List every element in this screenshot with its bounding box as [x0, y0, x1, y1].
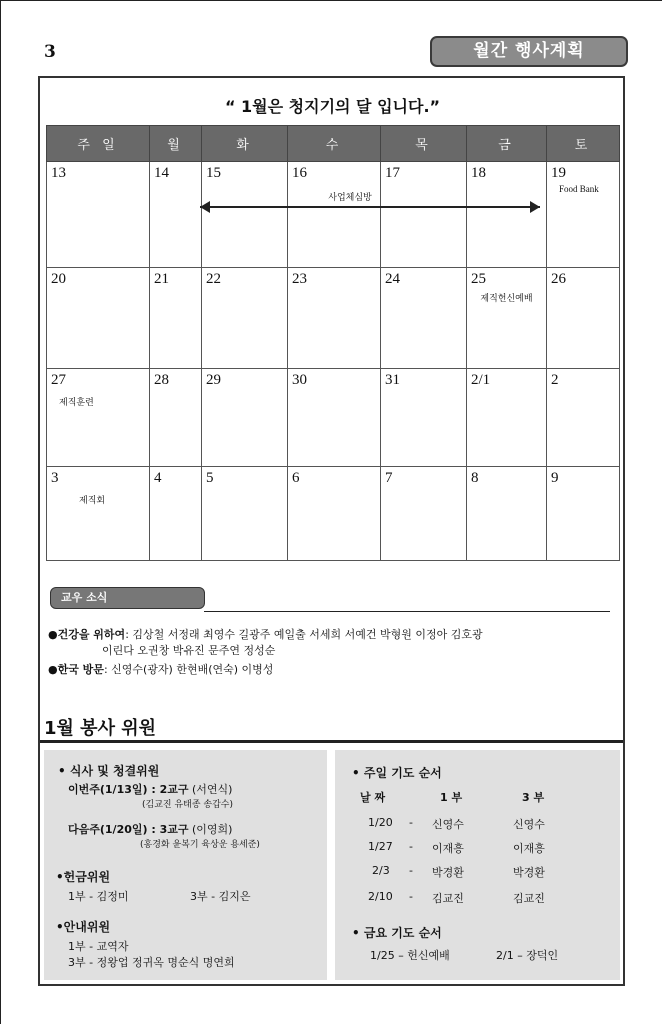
- news-divider: [204, 611, 610, 612]
- calendar-day: [202, 467, 288, 561]
- calendar-day: [288, 467, 381, 561]
- calendar-day: [381, 162, 467, 268]
- calendar-day: [288, 162, 381, 268]
- day-number: 2/1: [471, 372, 491, 388]
- calendar-day: [47, 369, 150, 467]
- calendar-day: [150, 162, 202, 268]
- day-number: 6: [292, 470, 300, 486]
- prayer-row-date: 1/20: [368, 816, 393, 829]
- day-number: 19: [551, 165, 566, 181]
- day-number: 20: [51, 271, 66, 287]
- meal-this-week-label: 이번주(1/13일) : 2교구: [68, 783, 189, 796]
- prayer-row-first: 김교진: [432, 892, 464, 905]
- news-section-tab: 교우 소식: [50, 587, 205, 609]
- news-visit-label: ●한국 방문: [48, 663, 104, 676]
- arrow-left-icon: [200, 201, 210, 213]
- day-number: 27: [51, 372, 66, 388]
- weekday-wed: 수: [288, 126, 381, 162]
- day-number: 29: [206, 372, 221, 388]
- usher-first: 1부 - 교역자: [68, 940, 129, 953]
- calendar-week-row: [47, 467, 620, 561]
- day-number: 4: [154, 470, 162, 486]
- calendar-day: [547, 467, 620, 561]
- offering-first: 1부 - 김정미: [68, 890, 129, 903]
- calendar-day: [547, 369, 620, 467]
- day-event: 제직훈련: [59, 398, 94, 408]
- calendar-week-row: [47, 369, 620, 467]
- news-visit-names: : 신영수(광자) 한현배(연숙) 이병성: [103, 663, 274, 676]
- weekday-sat: 토: [547, 126, 620, 162]
- meal-this-week-leader: (서연식): [192, 783, 233, 796]
- calendar-day: [381, 369, 467, 467]
- news-health-names: : 김상철 서정래 최영수 길광주 예일출 서세희 서예건 박형원 이정아 김호광: [125, 628, 483, 641]
- news-health-label: ●건강을 위하여: [48, 628, 126, 641]
- day-event: 제직헌신예배: [480, 294, 533, 304]
- meal-this-week: [68, 781, 232, 797]
- day-number: 8: [471, 470, 479, 486]
- day-number: 28: [154, 372, 169, 388]
- service-divider: [40, 740, 623, 743]
- prayer-row-date: 1/27: [368, 840, 393, 853]
- page-frame-left: [0, 0, 1, 1024]
- prayer-row-dash: -: [409, 816, 413, 829]
- day-number: 16: [292, 165, 307, 181]
- calendar-day: [381, 268, 467, 369]
- service-title: 1월 봉사 위원: [44, 718, 156, 739]
- day-number: 3: [51, 470, 59, 486]
- day-event: Food Bank: [559, 184, 599, 194]
- weekday-thu: 목: [381, 126, 467, 162]
- calendar-day: [381, 467, 467, 561]
- calendar-day: [150, 467, 202, 561]
- day-number: 5: [206, 470, 214, 486]
- prayer-row-date: 2/10: [368, 890, 393, 903]
- friday-prayer-a: 1/25 – 헌신예배: [370, 949, 450, 962]
- calendar-week-row: [47, 162, 620, 268]
- day-number: 13: [51, 165, 66, 181]
- day-number: 17: [385, 165, 400, 181]
- offering-third: 3부 - 김지은: [190, 890, 251, 903]
- meal-next-week: [68, 821, 232, 837]
- calendar-day: [288, 268, 381, 369]
- calendar-day: [47, 467, 150, 561]
- calendar-day: [288, 369, 381, 467]
- friday-prayer-b: 2/1 – 장덕인: [496, 949, 559, 962]
- calendar-day: [202, 369, 288, 467]
- calendar-day: [467, 162, 547, 268]
- calendar-day: [202, 162, 288, 268]
- span-event-arrow: [200, 206, 540, 208]
- month-motto: “ 1월은 청지기의 달 입니다.”: [224, 97, 441, 116]
- day-number: 25: [471, 271, 486, 287]
- calendar-day: [467, 369, 547, 467]
- day-number: 31: [385, 372, 400, 388]
- span-event-label: 사업체심방: [328, 193, 372, 203]
- calendar-day: [467, 467, 547, 561]
- prayer-row-dash: -: [409, 890, 413, 903]
- section-title-tab: 월간 행사계획: [430, 36, 628, 67]
- calendar-day: [467, 268, 547, 369]
- page-number: 3: [44, 42, 56, 62]
- prayer-row-first: 박경환: [432, 866, 464, 879]
- meal-next-week-label: 다음주(1/20일) : 3교구: [68, 823, 189, 836]
- day-number: 21: [154, 271, 169, 287]
- offering-heading: •헌금위원: [56, 870, 111, 884]
- day-event: 제직회: [79, 496, 106, 506]
- weekday-fri: 금: [467, 126, 547, 162]
- prayer-row-dash: -: [409, 840, 413, 853]
- usher-third: 3부 - 정왕업 정귀옥 명순식 명연희: [68, 956, 235, 969]
- news-health-names-cont: 이린다 오권창 박유진 문주연 정성순: [102, 644, 276, 657]
- page-frame-top: [0, 0, 662, 1]
- arrow-right-icon: [530, 201, 540, 213]
- day-number: 23: [292, 271, 307, 287]
- calendar-day: [547, 162, 620, 268]
- weekday-sun: 주 일: [47, 126, 150, 162]
- calendar-day: [202, 268, 288, 369]
- weekday-header-row: [47, 126, 620, 162]
- day-number: 15: [206, 165, 221, 181]
- col-first-header: 1 부: [440, 791, 463, 804]
- col-date-header: 날 짜: [360, 791, 386, 804]
- sunday-prayer-heading: • 주일 기도 순서: [352, 766, 442, 780]
- meal-next-week-members: (홍경화 윤복기 육상운 용세준): [140, 840, 260, 850]
- day-number: 7: [385, 470, 393, 486]
- prayer-row-third: 신영수: [513, 818, 545, 831]
- prayer-row-dash: -: [409, 864, 413, 877]
- calendar-day: [47, 268, 150, 369]
- day-number: 26: [551, 271, 566, 287]
- prayer-row-third: 김교진: [513, 892, 545, 905]
- meal-next-week-leader: (이영희): [192, 823, 233, 836]
- weekday-tue: 화: [202, 126, 288, 162]
- calendar-week-row: [47, 268, 620, 369]
- prayer-row-first: 신영수: [432, 818, 464, 831]
- calendar-day: [47, 162, 150, 268]
- meal-this-week-members: (김교진 유태종 송갑수): [142, 800, 233, 810]
- prayer-row-first: 이재흥: [432, 842, 464, 855]
- prayer-row-third: 박경환: [513, 866, 545, 879]
- calendar-day: [150, 268, 202, 369]
- day-number: 2: [551, 372, 559, 388]
- day-number: 24: [385, 271, 400, 287]
- day-number: 18: [471, 165, 486, 181]
- day-number: 30: [292, 372, 307, 388]
- weekday-mon: 월: [150, 126, 202, 162]
- friday-prayer-heading: • 금요 기도 순서: [352, 926, 442, 940]
- prayer-row-third: 이재흥: [513, 842, 545, 855]
- usher-heading: •안내위원: [56, 920, 111, 934]
- news-visit: [48, 662, 273, 678]
- day-number: 9: [551, 470, 559, 486]
- col-third-header: 3 부: [522, 791, 545, 804]
- prayer-row-date: 2/3: [372, 864, 390, 877]
- day-number: 14: [154, 165, 169, 181]
- calendar-day: [547, 268, 620, 369]
- calendar-day: [150, 369, 202, 467]
- meal-heading: • 식사 및 청결위원: [58, 764, 160, 778]
- news-health: [48, 627, 483, 643]
- day-number: 22: [206, 271, 221, 287]
